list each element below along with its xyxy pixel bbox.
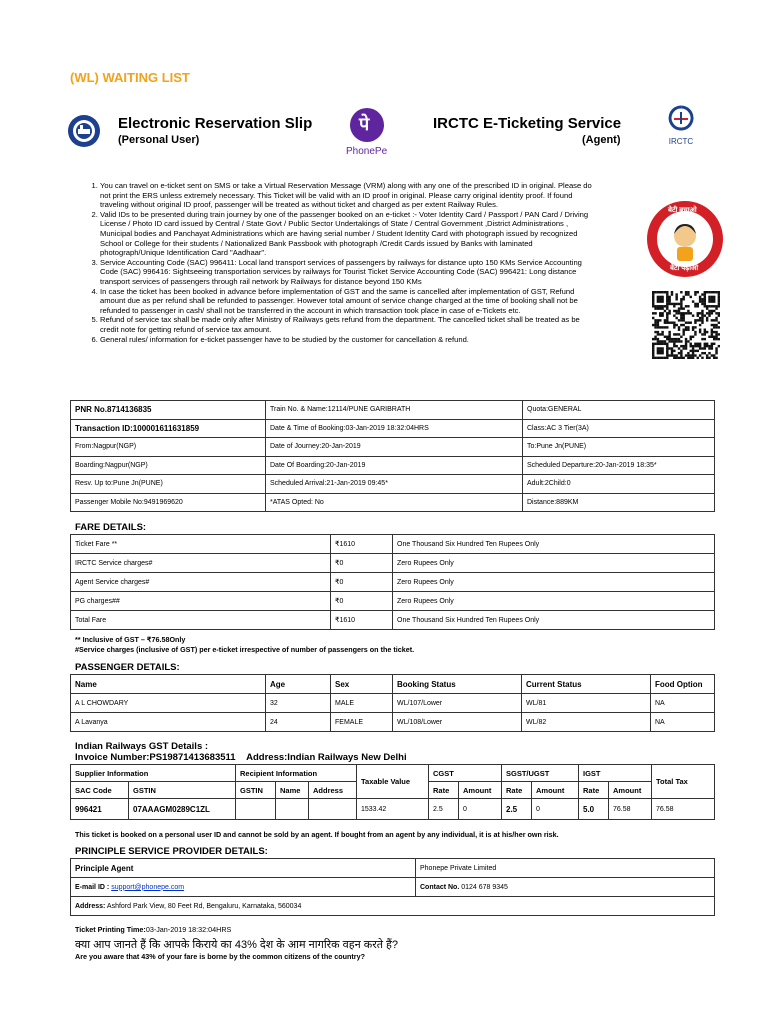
email-label: E-mail ID : [75, 883, 110, 891]
contact-cell [416, 878, 715, 897]
email-link[interactable]: support@phonepe.com [111, 883, 185, 891]
beti-text-bottom: बेटी पढ़ाओ [670, 265, 699, 272]
email-cell [71, 878, 416, 897]
table-header-row [71, 675, 715, 694]
phonepe-label: PhonePe [346, 146, 388, 157]
address-cell [71, 897, 715, 916]
taxable-header: Taxable Value [357, 765, 429, 799]
personal-id-disclaimer: This ticket is booked on a personal user ID and cannot be sold by an agent. If bought from an agent by any individual, it is at his/her own risk. [75, 830, 559, 839]
fare-label: Total Fare [71, 611, 331, 630]
irctc-logo-icon [664, 104, 698, 144]
fare-label: IRCTC Service charges# [71, 554, 331, 573]
table-row [71, 493, 715, 512]
passenger-heading: PASSENGER DETAILS: [75, 662, 180, 673]
cgst-rate: 2.5 [429, 799, 459, 820]
passenger-age: 32 [266, 694, 331, 713]
table-row [71, 535, 715, 554]
col-header: Current Status [522, 675, 651, 694]
table-row [71, 573, 715, 592]
address-label: Address: [75, 902, 106, 910]
booking-status: WL/108/Lower [393, 713, 522, 732]
current-status: WL/81 [522, 694, 651, 713]
fare-label: Ticket Fare ** [71, 535, 331, 554]
fare-words: One Thousand Six Hundred Ten Rupees Only [393, 535, 715, 554]
address-value: Ashford Park View, 80 Feet Rd, Bengaluru, Karnataka, 560034 [106, 902, 302, 910]
table-row [71, 859, 715, 878]
fare-amount: ₹0 [331, 554, 393, 573]
to-cell: To:Pune Jn(PUNE) [523, 438, 715, 457]
col-header: Age [266, 675, 331, 694]
principle-agent-value: Phonepe Private Limited [416, 859, 715, 878]
table-row [71, 897, 715, 916]
igst-rate: 5.0 [579, 799, 609, 820]
total-tax: 76.58 [652, 799, 715, 820]
fare-words: One Thousand Six Hundred Ten Rupees Only [393, 611, 715, 630]
instruction-item: 6. General rules/ information for e-ticket passenger have to be studied by the customer for cancellation & refund. [100, 335, 592, 345]
sgst-rate: 2.5 [502, 799, 532, 820]
cgst-header: CGST [429, 765, 502, 782]
service-subtitle: (Agent) [582, 134, 621, 146]
boarding-date-cell: Date Of Boarding:20-Jan-2019 [266, 456, 523, 475]
instructions-list [80, 181, 592, 344]
instruction-item: 3. Service Accounting Code (SAC) 996411: Local land transport services of passengers by railways for distance upto 150 KMs Service Accounting Code (SAC) 996416: Sightseeing transportation services by railways for Tourist Ticket Service Accounting Code (SAC) 996421: Long distance transport services of passengers through rail network by Railways for distance beyond 150 KMs [100, 258, 592, 287]
qr-code-icon [652, 291, 720, 359]
print-time-label: Ticket Printing Time: [75, 925, 146, 934]
table-header-row [71, 765, 715, 782]
gst-invoice-line [75, 752, 407, 763]
gst-table [70, 764, 715, 820]
fare-subsidy-note: Are you aware that 43% of your fare is borne by the common citizens of the country? [75, 952, 365, 961]
train-cell: Train No. & Name:12114/PUNE GARIBRATH [266, 401, 523, 420]
recipient-name-header: Name [276, 782, 309, 799]
fare-amount: ₹1610 [331, 611, 393, 630]
table-row [71, 419, 715, 438]
indian-railways-logo-icon [66, 113, 102, 149]
sac-header: SAC Code [71, 782, 129, 799]
fare-words: Zero Rupees Only [393, 554, 715, 573]
recipient-header: Recipient Information [236, 765, 357, 782]
beti-text-top: बेटी बचाओ [668, 207, 697, 214]
fare-label: Agent Service charges# [71, 573, 331, 592]
current-status: WL/82 [522, 713, 651, 732]
phonepe-glyph: पे [359, 114, 370, 134]
col-header: Booking Status [393, 675, 522, 694]
food-option: NA [651, 694, 715, 713]
invoice-number: Invoice Number:PS19871413683511 [75, 752, 236, 763]
fare-amount: ₹0 [331, 573, 393, 592]
booking-status: WL/107/Lower [393, 694, 522, 713]
table-row [71, 401, 715, 420]
from-cell: From:Nagpur(NGP) [71, 438, 266, 457]
gst-address: Address:Indian Railways New Delhi [246, 752, 407, 763]
resv-upto-cell: Resv. Up to:Pune Jn(PUNE) [71, 475, 266, 494]
gst-notes [75, 635, 414, 655]
igst-amount: 76.58 [609, 799, 652, 820]
psp-table [70, 858, 715, 916]
passenger-sex: FEMALE [331, 713, 393, 732]
arrival-cell: Scheduled Arrival:21-Jan-2019 09:45* [266, 475, 523, 494]
phonepe-logo-icon [350, 108, 384, 142]
igst-amount-header: Amount [609, 782, 652, 799]
instruction-item: 5. Refund of service tax shall be made only after Ministry of Railways gets refund from the department. The cancelled ticket shall be treated as be credit note for getting refund of service tax amount. [100, 315, 592, 334]
recipient-address-header: Address [309, 782, 357, 799]
table-row [71, 799, 715, 820]
fare-label: PG charges## [71, 592, 331, 611]
igst-rate-header: Rate [579, 782, 609, 799]
fare-table [70, 534, 715, 630]
distance-cell: Distance:889KM [523, 493, 715, 512]
fare-amount: ₹1610 [331, 535, 393, 554]
journey-details-table [70, 400, 715, 512]
recipient-name [276, 799, 309, 820]
beti-bachao-logo-icon [646, 200, 724, 278]
departure-cell: Scheduled Departure:20-Jan-2019 18:35* [523, 456, 715, 475]
psp-heading: PRINCIPLE SERVICE PROVIDER DETAILS: [75, 846, 268, 857]
sgst-header: SGST/UGST [502, 765, 579, 782]
contact-value: 0124 678 9345 [461, 883, 508, 891]
gst-heading: Indian Railways GST Details : [75, 741, 209, 752]
passenger-name: A L CHOWDARY [71, 694, 266, 713]
table-row [71, 713, 715, 732]
pnr-cell: PNR No.8714136835 [71, 401, 266, 420]
table-row [71, 438, 715, 457]
cgst-amount: 0 [459, 799, 502, 820]
table-row [71, 475, 715, 494]
food-option: NA [651, 713, 715, 732]
passenger-sex: MALE [331, 694, 393, 713]
mobile-cell: Passenger Mobile No:9491969620 [71, 493, 266, 512]
service-charge-note: #Service charges (inclusive of GST) per e-ticket irrespective of number of passengers on the ticket. [75, 645, 415, 654]
quota-cell: Quota:GENERAL [523, 401, 715, 420]
col-header: Food Option [651, 675, 715, 694]
table-row [71, 878, 715, 897]
supplier-header: Supplier Information [71, 765, 236, 782]
recipient-address [309, 799, 357, 820]
passenger-age: 24 [266, 713, 331, 732]
table-row [71, 694, 715, 713]
hindi-fare-note: क्या आप जानते हैं कि आपके किराये का 43% देश के आम नागरिक वहन करते हैं? [75, 939, 399, 951]
gstin-header: GSTIN [129, 782, 236, 799]
passenger-table [70, 674, 715, 732]
atas-cell: *ATAS Opted: No [266, 493, 523, 512]
booking-time-cell: Date & Time of Booking:03-Jan-2019 18:32:04HRS [266, 419, 523, 438]
table-row [71, 456, 715, 475]
instruction-item: 4. In case the ticket has been booked in advance before implementation of GST and the same is cancelled after implementation of GST, Refund amount due as per refund shall be refunded to passenger. However total amount of service change charged at the time of booking shall not be refunded to passenger in cash/ shall not be transferred in the account in which transaction took place in case of e-Tickets etc. [100, 287, 592, 316]
waiting-list-label: (WL) WAITING LIST [70, 70, 190, 85]
recipient-gstin [236, 799, 276, 820]
service-title: IRCTC E-Ticketing Service [433, 115, 622, 132]
journey-date-cell: Date of Journey:20-Jan-2019 [266, 438, 523, 457]
irctc-label: IRCTC [668, 137, 694, 146]
instruction-item: 2. Valid IDs to be presented during train journey by one of the passenger booked on an e-ticket :- Voter Identity Card / Passport / PAN Card / Driving License / Photo ID card issued by Central / State Govt / Public Sector Undertakings of State / Central Government ,District Administrations , Municipal bodies and Panchayat Administrations which are having serial number / Student Identity Card with photograph issued by recognized School or College for their students / Nationalized Bank Passbook with photograph /Credit Cards issued by Banks with laminated photograph/Unique Identification Card "Aadhaar". [100, 210, 592, 258]
gst-inclusive-note: ** Inclusive of GST – ₹76.58Only [75, 635, 186, 644]
boarding-cell: Boarding:Nagpur(NGP) [71, 456, 266, 475]
transaction-cell: Transaction ID:100001611631859 [71, 419, 266, 438]
fare-words: Zero Rupees Only [393, 573, 715, 592]
total-tax-header: Total Tax [652, 765, 715, 799]
sac-code: 996421 [71, 799, 129, 820]
instruction-item: 1. You can travel on e-ticket sent on SMS or take a Virtual Reservation Message (VRM) along with any one of the prescribed ID in original. Please do not print the ERS unless extremely necessary. This Ticket will be valid with an ID proof in original. Please carry original identity proof. If found traveling without original ID proof, passenger will be treated as without ticket and charged as per extent Railway Rules. [100, 181, 592, 210]
contact-label: Contact No. [420, 883, 460, 891]
cgst-rate-header: Rate [429, 782, 459, 799]
print-time-value: 03-Jan-2019 18:32:04HRS [145, 925, 232, 934]
page-title: Electronic Reservation Slip [118, 115, 313, 132]
cgst-amount-header: Amount [459, 782, 502, 799]
table-row [71, 554, 715, 573]
igst-header: IGST [579, 765, 652, 782]
principle-agent-label: Principle Agent [71, 859, 416, 878]
fare-words: Zero Rupees Only [393, 592, 715, 611]
col-header: Sex [331, 675, 393, 694]
recipient-gstin-header: GSTIN [236, 782, 276, 799]
sgst-amount-header: Amount [532, 782, 579, 799]
passenger-count-cell: Adult:2Child:0 [523, 475, 715, 494]
sgst-amount: 0 [532, 799, 579, 820]
fare-heading: FARE DETAILS: [75, 522, 147, 533]
table-row [71, 592, 715, 611]
class-cell: Class:AC 3 Tier(3A) [523, 419, 715, 438]
passenger-name: A Lavanya [71, 713, 266, 732]
sgst-rate-header: Rate [502, 782, 532, 799]
taxable-value: 1533.42 [357, 799, 429, 820]
col-header: Name [71, 675, 266, 694]
fare-amount: ₹0 [331, 592, 393, 611]
gstin-value: 07AAAGM0289C1ZL [129, 799, 236, 820]
table-row [71, 611, 715, 630]
page-subtitle: (Personal User) [118, 134, 200, 146]
print-time [75, 925, 231, 934]
